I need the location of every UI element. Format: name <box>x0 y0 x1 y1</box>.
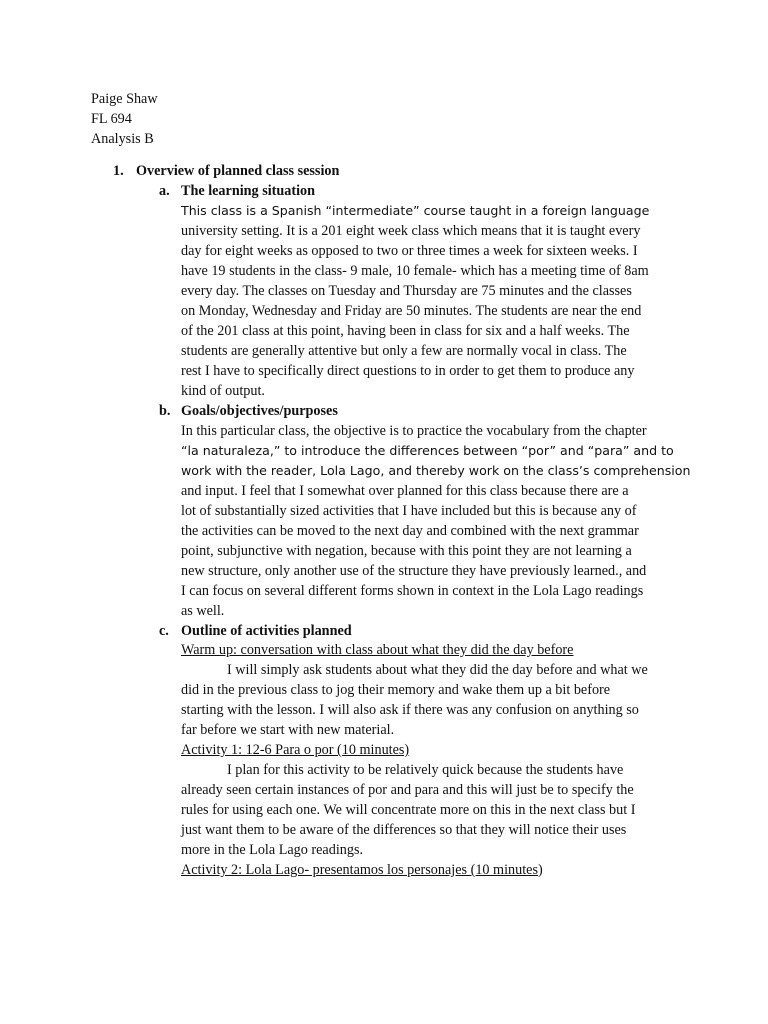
paragraph-line: of the 201 class at this point, having been in class for six and a half weeks. The <box>181 323 630 339</box>
paragraph-line: did in the previous class to jog their memory and wake them up a bit before <box>181 682 611 698</box>
paragraph-line: already seen certain instances of por and para and this will just be to specify the <box>181 782 634 798</box>
subsection-a-marker: a. <box>159 183 170 199</box>
paragraph-line: work with the reader, Lola Lago, and thereby work on the class’s comprehension <box>181 463 691 478</box>
paragraph-line: rules for using each one. We will concentrate more on this in the next class but I <box>181 802 636 818</box>
subsection-c-marker: c. <box>159 623 169 639</box>
paragraph-line: as well. <box>181 603 225 619</box>
activity2-close-paren: ) <box>537 862 543 878</box>
paragraph-line: students are generally attentive but only a few are normally vocal in class. The <box>181 343 627 359</box>
paragraph-line: In this particular class, the objective is to practice the vocabulary from the chapter <box>181 423 647 439</box>
paragraph-line: kind of output. <box>181 383 265 399</box>
activity2-title: Activity 2: Lola Lago- presentamos los personajes (10 minutes <box>181 862 538 878</box>
paragraph-line: new structure, only another use of the structure they have previously learned., and <box>181 563 647 579</box>
paragraph-line: starting with the lesson. I will also ask if there was any confusion on anything so <box>181 702 639 718</box>
paragraph-line: and input. I feel that I somewhat over planned for this class because there are a <box>181 483 629 499</box>
subsection-a-heading: The learning situation <box>181 183 316 199</box>
course-code: FL 694 <box>91 111 132 127</box>
paragraph-line: more in the Lola Lago readings. <box>181 842 364 858</box>
subsection-b-heading: Goals/objectives/purposes <box>181 403 338 419</box>
subsection-c-heading: Outline of activities planned <box>181 623 352 639</box>
paragraph-line: This class is a Spanish “intermediate” course taught in a foreign language <box>181 203 650 218</box>
activity1-title: Activity 1: 12-6 Para o por (10 minutes) <box>181 742 410 758</box>
paragraph-line: the activities can be moved to the next day and combined with the next grammar <box>181 523 639 539</box>
paragraph-line: just want them to be aware of the differences so that they will notice their uses <box>181 822 627 838</box>
paragraph-line: I will simply ask students about what they did the day before and what we <box>227 662 648 678</box>
paragraph-line: every day. The classes on Tuesday and Thursday are 75 minutes and the classes <box>181 283 632 299</box>
paragraph-line: I plan for this activity to be relatively quick because the students have <box>227 762 624 778</box>
paragraph-line: have 19 students in the class- 9 male, 10 female- which has a meeting time of 8am <box>181 263 649 279</box>
section-heading: Overview of planned class session <box>136 163 340 179</box>
paragraph-line: university setting. It is a 201 eight week class which means that it is taught every <box>181 223 641 239</box>
author-name: Paige Shaw <box>91 91 158 107</box>
activity2-title-line <box>181 860 543 880</box>
paragraph-line: “la naturaleza,” to introduce the differences between “por” and “para” and to <box>181 443 674 458</box>
section-number: 1. <box>113 163 124 179</box>
paragraph-line: day for eight weeks as opposed to two or three times a week for sixteen weeks. I <box>181 243 638 259</box>
paragraph-line: on Monday, Wednesday and Friday are 50 minutes. The students are near the end <box>181 303 642 319</box>
paragraph-line: far before we start with new material. <box>181 722 395 738</box>
paragraph-line: I can focus on several different forms shown in context in the Lola Lago readings <box>181 583 644 599</box>
document-title: Analysis B <box>91 131 154 147</box>
paragraph-line: point, subjunctive with negation, because with this point they are not learning a <box>181 543 632 559</box>
subsection-b-marker: b. <box>159 403 171 419</box>
paragraph-line: lot of substantially sized activities that I have included but this is because any of <box>181 503 637 519</box>
warmup-title: Warm up: conversation with class about what they did the day before <box>181 642 574 658</box>
paragraph-line: rest I have to specifically direct questions to in order to get them to produce any <box>181 363 635 379</box>
